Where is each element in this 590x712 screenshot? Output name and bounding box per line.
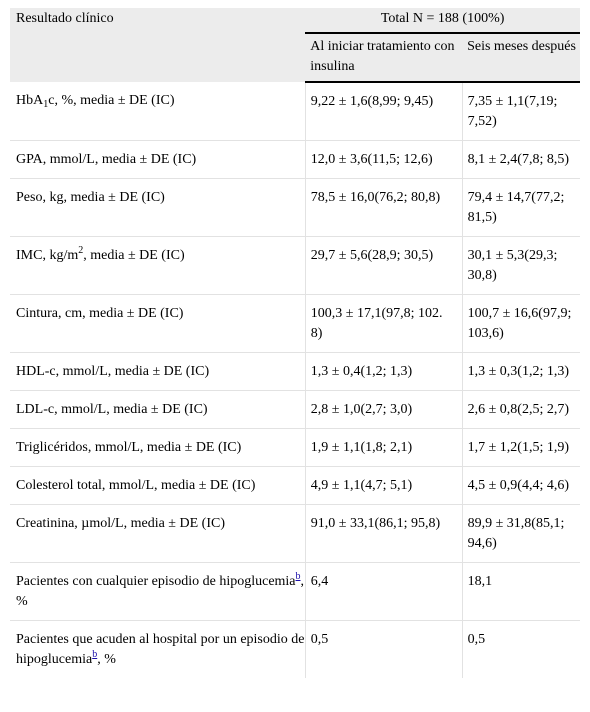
value-at-start: 4,9 ± 1,1(4,7; 5,1) (305, 467, 462, 505)
superscript: 2 (78, 245, 84, 256)
table-row (10, 353, 580, 391)
table-row (10, 467, 580, 505)
subscript: 1 (43, 99, 49, 110)
value-at-start: 29,7 ± 5,6(28,9; 30,5) (305, 237, 462, 295)
row-label: Creatinina, µmol/L, media ± DE (IC) (10, 505, 305, 563)
value-six-months: 4,5 ± 0,9(4,4; 4,6) (462, 467, 580, 505)
row-label: Colesterol total, mmol/L, media ± DE (IC) (10, 467, 305, 505)
table-row (10, 563, 580, 621)
col-header-six-months: Seis meses después (462, 33, 580, 82)
value-six-months: 2,6 ± 0,8(2,5; 2,7) (462, 391, 580, 429)
value-at-start: 1,9 ± 1,1(1,8; 2,1) (305, 429, 462, 467)
row-label: Peso, kg, media ± DE (IC) (10, 179, 305, 237)
value-at-start: 2,8 ± 1,0(2,7; 3,0) (305, 391, 462, 429)
footnote-link[interactable]: b (92, 649, 98, 660)
table-row (10, 237, 580, 295)
col-header-result: Resultado clínico (16, 11, 114, 26)
value-six-months: 30,1 ± 5,3(29,3; 30,8) (462, 237, 580, 295)
table-row (10, 179, 580, 237)
value-at-start: 12,0 ± 3,6(11,5; 12,6) (305, 141, 462, 179)
value-six-months: 0,5 (462, 621, 580, 679)
row-label: GPA, mmol/L, media ± DE (IC) (10, 141, 305, 179)
value-six-months: 18,1 (462, 563, 580, 621)
value-six-months: 1,7 ± 1,2(1,5; 1,9) (462, 429, 580, 467)
row-label: LDL-c, mmol/L, media ± DE (IC) (10, 391, 305, 429)
table-row (10, 505, 580, 563)
footnote-link[interactable]: b (295, 571, 301, 582)
col-header-start: Al iniciar tratamiento con insulina (305, 33, 462, 82)
row-label: IMC, $kg/m^2$, media ± DE (IC) (10, 237, 305, 295)
table-body (10, 82, 580, 678)
value-at-start: 9,22 ± 1,6(8,99; 9,45) (305, 82, 462, 141)
table-row (10, 141, 580, 179)
header-row-1 (10, 8, 580, 33)
row-label: Cintura, cm, media ± DE (IC) (10, 295, 305, 353)
value-at-start: 0,5 (305, 621, 462, 679)
table-row (10, 295, 580, 353)
value-at-start: 91,0 ± 33,1(86,1; 95,8) (305, 505, 462, 563)
table-row (10, 429, 580, 467)
table-row (10, 621, 580, 679)
value-six-months: 1,3 ± 0,3(1,2; 1,3) (462, 353, 580, 391)
value-six-months: 89,9 ± 31,8(85,1; 94,6) (462, 505, 580, 563)
table-row (10, 391, 580, 429)
row-label: Pacientes con cualquier episodio de hipoglucemia$^b$, % (10, 563, 305, 621)
value-six-months: 79,4 ± 14,7(77,2; 81,5) (462, 179, 580, 237)
value-at-start: 78,5 ± 16,0(76,2; 80,8) (305, 179, 462, 237)
row-label: Triglicéridos, mmol/L, media ± DE (IC) (10, 429, 305, 467)
value-at-start: 6,4 (305, 563, 462, 621)
value-at-start: 1,3 ± 0,4(1,2; 1,3) (305, 353, 462, 391)
clinical-results-table (10, 8, 580, 678)
row-label: HbA$_1$c, %, media ± DE (IC) (10, 82, 305, 141)
value-six-months: 7,35 ± 1,1(7,19; 7,52) (462, 82, 580, 141)
value-at-start: 100,3 ± 17,1(97,8; 102. 8) (305, 295, 462, 353)
col-header-total-group: Total N = 188 (100%) (305, 8, 580, 33)
row-label: Pacientes que acuden al hospital por un episodio de hipoglucemia$^b$, % (16, 632, 305, 667)
table-row (10, 82, 580, 141)
value-six-months: 8,1 ± 2,4(7,8; 8,5) (462, 141, 580, 179)
value-six-months: 100,7 ± 16,6(97,9; 103,6) (462, 295, 580, 353)
row-label: HDL-c, mmol/L, media ± DE (IC) (10, 353, 305, 391)
